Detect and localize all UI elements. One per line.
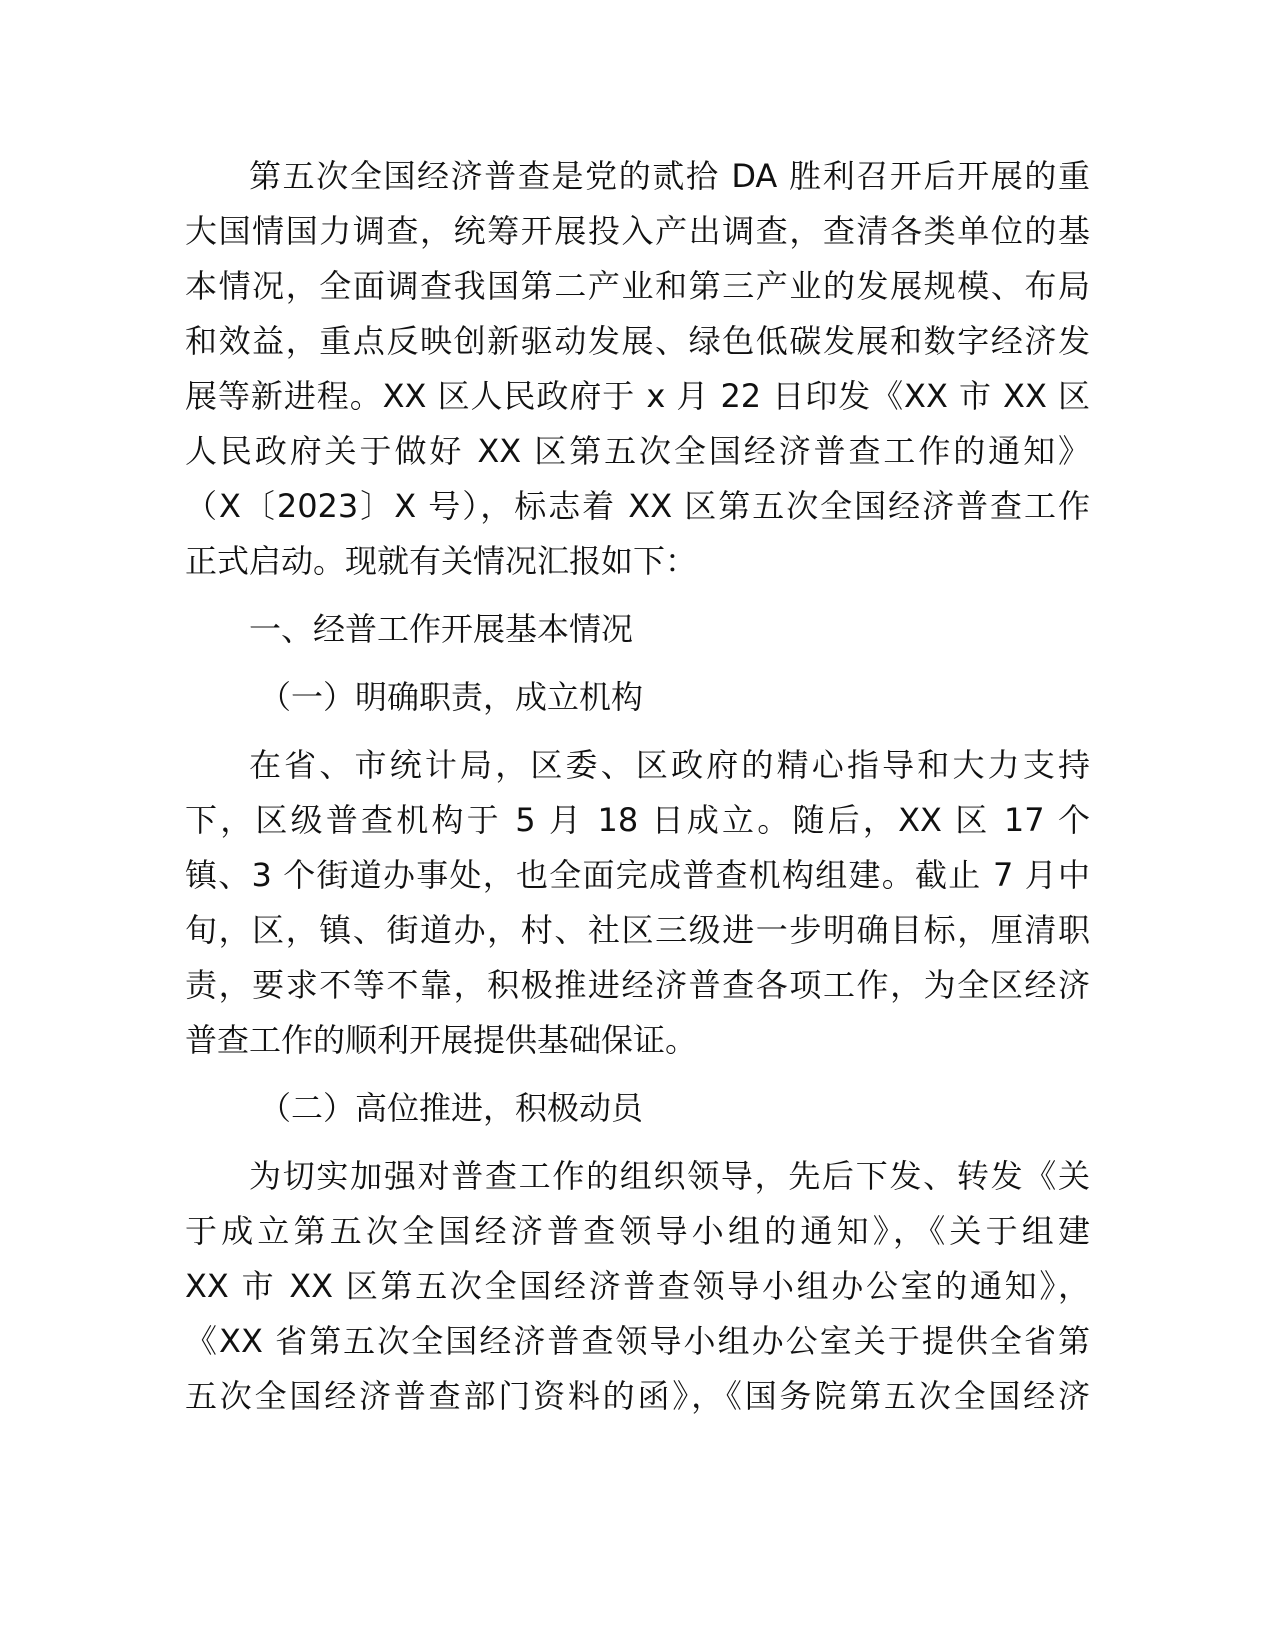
- paragraph-3-line-1: 为切实加强对普查工作的组织领导，先后下发、转发《关: [249, 1157, 1090, 1195]
- paragraph-2-line-4: 旬，区，镇、街道办，村、社区三级进一步明确目标，厘清职: [185, 911, 1090, 949]
- section-heading-1: 一、经普工作开展基本情况: [249, 610, 634, 648]
- paragraph-2-line-5: 责，要求不等不靠，积极推进经济普查各项工作，为全区经济: [185, 966, 1090, 1004]
- paragraph-2-line-3: 镇、3 个街道办事处，也全面完成普查机构组建。截止 7 月中: [185, 856, 1090, 894]
- paragraph-3-line-2: 于成立第五次全国经济普查领导小组的通知》，《关于组建: [185, 1212, 1090, 1250]
- paragraph-2-line-6: 普查工作的顺利开展提供基础保证。: [185, 1021, 698, 1059]
- paragraph-3-line-5: 五次全国经济普查部门资料的函》，《国务院第五次全国经济: [185, 1377, 1090, 1415]
- paragraph-1-line-3: 本情况，全面调查我国第二产业和第三产业的发展规模、布局: [185, 267, 1090, 305]
- paragraph-3-line-3: XX 市 XX 区第五次全国经济普查领导小组办公室的通知》，: [185, 1267, 1090, 1305]
- paragraph-1-line-8: 正式启动。现就有关情况汇报如下：: [185, 542, 698, 580]
- subsection-heading-1: （一）明确职责，成立机构: [259, 678, 644, 716]
- paragraph-1-line-1: 第五次全国经济普查是党的贰拾 DA 胜利召开后开展的重: [249, 157, 1090, 195]
- paragraph-1-line-5: 展等新进程。XX 区人民政府于 x 月 22 日印发《XX 市 XX 区: [185, 377, 1090, 415]
- paragraph-3-line-4: 《XX 省第五次全国经济普查领导小组办公室关于提供全省第: [185, 1322, 1090, 1360]
- paragraph-2-line-2: 下，区级普查机构于 5 月 18 日成立。随后，XX 区 17 个: [185, 801, 1090, 839]
- subsection-heading-2: （二）高位推进，积极动员: [259, 1089, 644, 1127]
- paragraph-2-line-1: 在省、市统计局，区委、区政府的精心指导和大力支持: [249, 746, 1090, 784]
- paragraph-1-line-6: 人民政府关于做好 XX 区第五次全国经济普查工作的通知》: [185, 432, 1090, 470]
- paragraph-1-line-4: 和效益，重点反映创新驱动发展、绿色低碳发展和数字经济发: [185, 322, 1090, 360]
- paragraph-1-line-2: 大国情国力调查，统筹开展投入产出调查，查清各类单位的基: [185, 212, 1090, 250]
- paragraph-1-line-7: （X〔2023〕X 号），标志着 XX 区第五次全国经济普查工作: [185, 487, 1090, 525]
